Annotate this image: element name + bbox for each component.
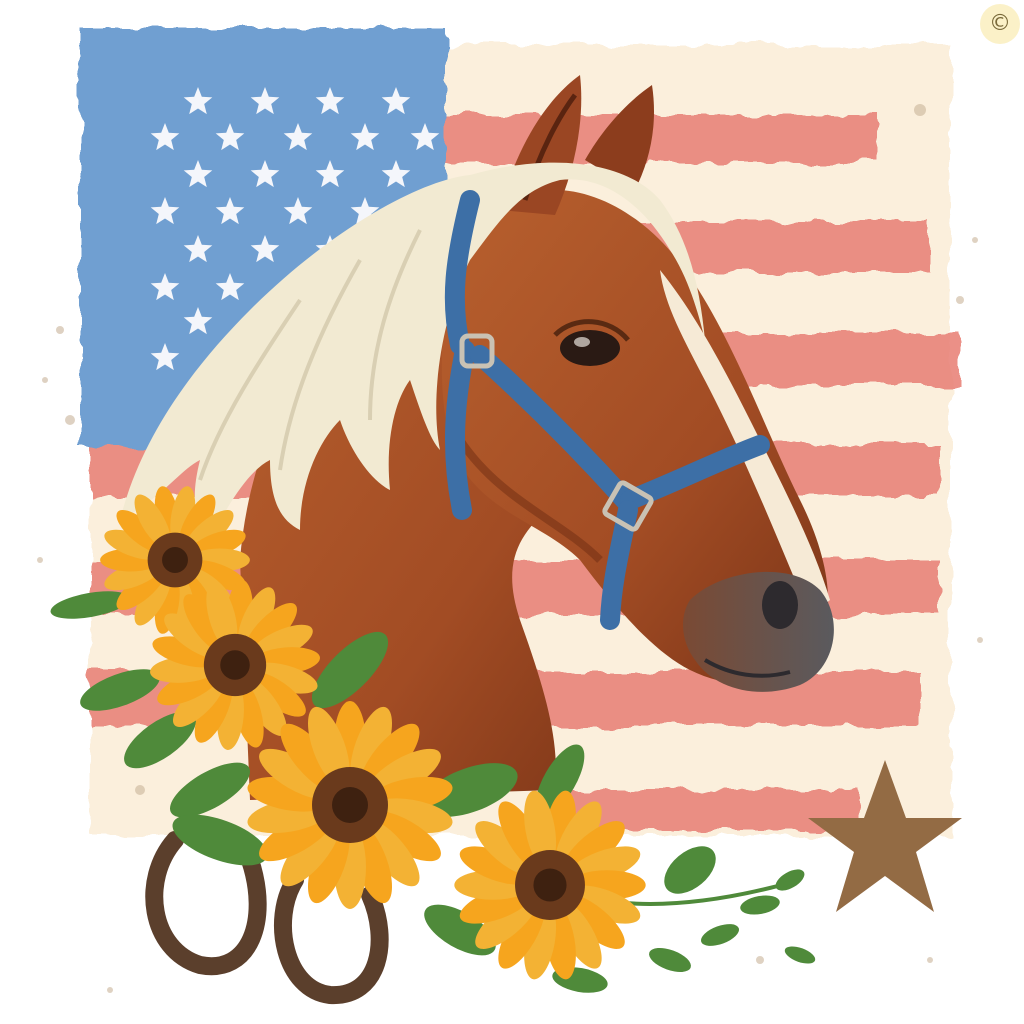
leaf <box>655 837 724 903</box>
leaf <box>646 943 694 977</box>
copyright-badge <box>980 4 1020 44</box>
leaf <box>698 920 742 951</box>
flag-stripe <box>440 115 880 163</box>
horseshoe-right <box>283 880 380 995</box>
leaf <box>783 943 818 967</box>
leaf <box>772 865 808 895</box>
leaf <box>739 893 782 918</box>
horse-eye <box>560 330 620 366</box>
horse-nostril <box>762 581 798 629</box>
halter-cheekpiece <box>455 350 465 510</box>
copyright-symbol: © <box>989 11 1011 36</box>
